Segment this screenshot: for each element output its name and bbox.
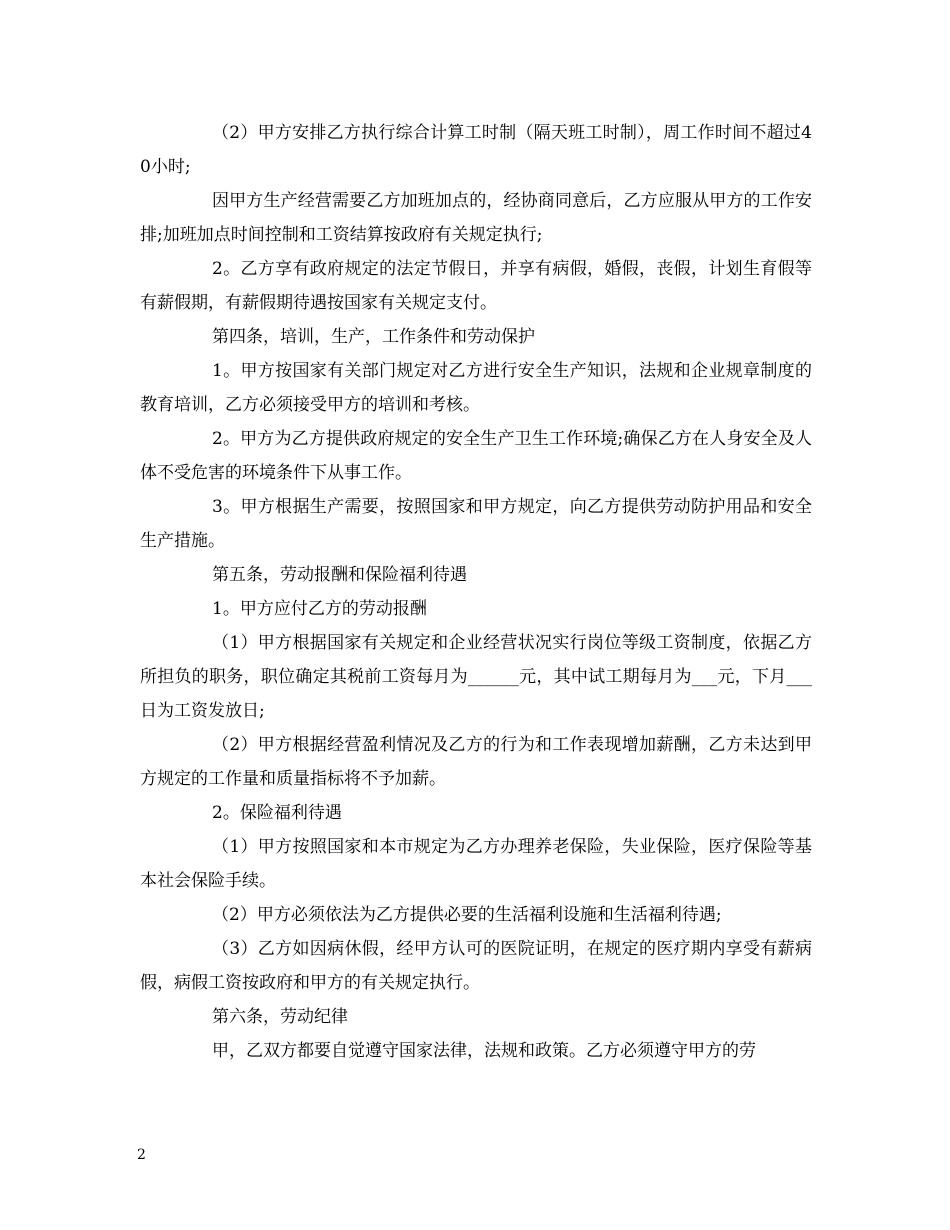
page-number: 2: [137, 1147, 146, 1163]
section-heading-5: 第五条，劳动报酬和保险福利待遇: [212, 565, 467, 585]
paragraph-3: 2。乙方享有政府规定的法定节假日，并享有病假，婚假，丧假，计划生育假等有薪假期，有薪假期待遇按国家有关规定支付。: [140, 259, 812, 313]
paragraph-2: 因甲方生产经营需要乙方加班加点的，经协商同意后，乙方应服从甲方的工作安排;加班加点时间控制和工资结算按政府有关规定执行;: [140, 191, 812, 245]
paragraph-1: （2）甲方安排乙方执行综合计算工时制（隔天班工时制），周工作时间不超过40小时;: [140, 123, 812, 177]
paragraph-9: 1。甲方应付乙方的劳动报酬: [212, 599, 427, 619]
document-body: [140, 116, 812, 1068]
paragraph-11: （2）甲方根据经营盈利情况及乙方的行为和工作表现增加薪酬，乙方未达到甲方规定的工作量和质量指标将不予加薪。: [140, 735, 812, 789]
section-heading-6: 第六条，劳动纪律: [212, 1007, 348, 1027]
paragraph-7: 3。甲方根据生产需要，按照国家和甲方规定，向乙方提供劳动防护用品和安全生产措施。: [140, 497, 812, 551]
paragraph-17: 甲，乙双方都要自觉遵守国家法律，法规和政策。乙方必须遵守甲方的劳: [212, 1041, 756, 1061]
paragraph-5: 1。甲方按国家有关部门规定对乙方进行安全生产知识，法规和企业规章制度的教育培训，乙方必须接受甲方的培训和考核。: [140, 361, 812, 415]
section-heading-4: 第四条，培训，生产，工作条件和劳动保护: [212, 327, 535, 347]
paragraph-15: （3）乙方如因病休假，经甲方认可的医院证明，在规定的医疗期内享受有薪病假，病假工资按政府和甲方的有关规定执行。: [140, 939, 812, 993]
paragraph-14: （2）甲方必须依法为乙方提供必要的生活福利设施和生活福利待遇;: [212, 905, 722, 925]
paragraph-10: （1）甲方根据国家有关规定和企业经营状况实行岗位等级工资制度，依据乙方所担负的职务，职位确定其税前工资每月为______元，其中试工期每月为___元，下月___日为工资发放日;: [140, 633, 812, 721]
paragraph-12: 2。保险福利待遇: [212, 803, 342, 823]
paragraph-13: （1）甲方按照国家和本市规定为乙方办理养老保险，失业保险，医疗保险等基本社会保险手续。: [140, 837, 812, 891]
paragraph-6: 2。甲方为乙方提供政府规定的安全生产卫生工作环境;确保乙方在人身安全及人体不受危害的环境条件下从事工作。: [140, 429, 812, 483]
